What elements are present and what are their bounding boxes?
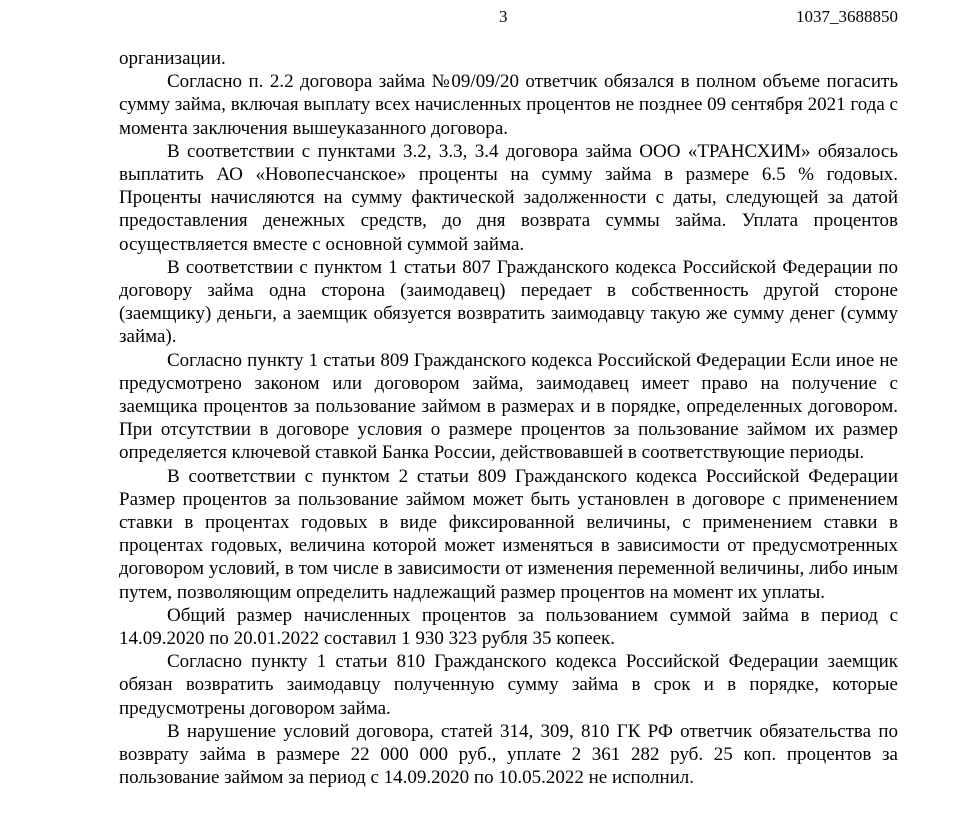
paragraph-article-807: В соответствии с пунктом 1 статьи 807 Гражданского кодекса Российской Федерации по договору займа одна сторона (заимодавец) передает в собственность другой стороне (заемщику) деньги, а заемщик обязуется возвратить заимодавцу такую же сумму денег (сумму займа). (119, 256, 898, 348)
paragraph-interest-terms: В соответствии с пунктами 3.2, 3.3, 3.4 договора займа ООО «ТРАНСХИМ» обязалось выплатить АО «Новопесчанское» проценты на сумму займа в размере 6.5 % годовых. Проценты начисляются на сумму фактической задолженности с даты, следующей за датой предоставления денежных средств, до дня возврата суммы займа. Уплата процентов осуществляется вместе с основной суммой займа. (119, 140, 898, 255)
paragraph-breach: В нарушение условий договора, статей 314, 309, 810 ГК РФ ответчик обязательства по возврату займа в размере 22 000 000 руб., уплате 2 361 282 руб. 25 коп. процентов за пользование займом за период с 14.09.2020 по 10.05.2022 не исполнил. (119, 720, 898, 789)
page-number: 3 (499, 7, 508, 26)
paragraph-continuation: организации. (119, 48, 226, 69)
paragraph-article-809-p1: Согласно пункту 1 статьи 809 Гражданского кодекса Российской Федерации Если иное не предусмотрено законом или договором займа, заимодавец имеет право на получение с заемщика процентов за пользование займом в размерах и в порядке, определенных договором. При отсутствии в договоре условия о размере процентов за пользование займом их размер определяется ключевой ставкой Банка России, действовавшей в соответствующие периоды. (119, 349, 898, 464)
paragraph-article-809-p2: В соответствии с пунктом 2 статьи 809 Гражданского кодекса Российской Федерации Размер процентов за пользование займом может быть установлен в договоре с применением ставки в процентах годовых в виде фиксированной величины, с применением ставки в процентах годовых, величина которой может изменяться в зависимости от предусмотренных договором условий, в том числе в зависимости от изменения переменной величины, либо иным путем, позволяющим определить надлежащий размер процентов на момент их уплаты. (119, 465, 898, 603)
paragraph-interest-total: Общий размер начисленных процентов за пользованием суммой займа в период с 14.09.2020 по 20.01.2022 составил 1 930 323 рубля 35 копеек. (119, 604, 898, 650)
document-body (119, 47, 898, 790)
paragraph-loan-repayment-term: Согласно п. 2.2 договора займа №09/09/20 ответчик обязался в полном объеме погасить сумму займа, включая выплату всех начисленных процентов не позднее 09 сентября 2021 года с момента заключения вышеуказанного договора. (119, 71, 898, 139)
paragraph-article-810: Согласно пункту 1 статьи 810 Гражданского кодекса Российской Федерации заемщик обязан возвратить заимодавцу полученную сумму займа в срок и в порядке, которые предусмотрены договором займа. (119, 651, 898, 719)
document-id: 1037_3688850 (796, 7, 898, 26)
